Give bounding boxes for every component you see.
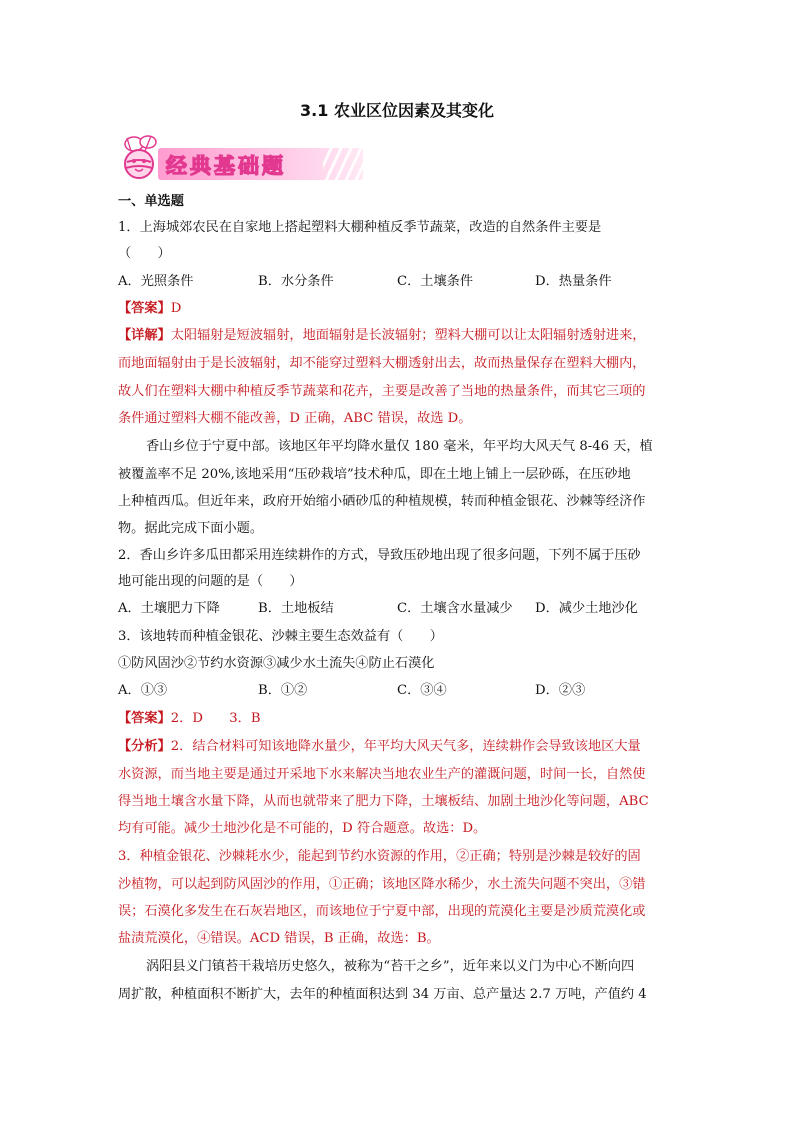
page-title: 3.1 农业区位因素及其变化 xyxy=(300,101,494,120)
q3-option-c: C．③④ xyxy=(397,683,447,698)
question-1-stem: 1．上海城郊农民在自家地上搭起塑料大棚种植反季节蔬菜，改造的自然条件主要是 xyxy=(118,220,602,235)
material-2-line-1: 涡阳县义门镇苔干栽培历史悠久，被称为“苔干之乡”，近年来以义门为中心不断向四 xyxy=(146,959,635,974)
q2-option-c: C．土壤含水量减少 xyxy=(397,601,513,616)
question-3-items: ①防风固沙②节约水资源③减少水土流失④防止石漠化 xyxy=(118,656,435,671)
q3-option-b: B．①② xyxy=(258,683,308,698)
q1-answer xyxy=(118,300,181,318)
section-heading: 一、单选题 xyxy=(118,194,184,209)
material-1-line-2: 被覆盖率不足 20%,该地采用“压砂栽培”技术种瓜，即在土地上铺上一层砂砾，在压砂地 xyxy=(118,467,631,482)
q2-option-b: B．土地板结 xyxy=(258,601,334,616)
analysis-2-line-1: 【分析】2．结合材料可知该地降水量少，年平均大风天气多，连续耕作会导致该地区大量 xyxy=(118,739,641,754)
analysis-3-line-3: 误；石漠化多发生在石灰岩地区，而该地位于宁夏中部，出现的荒漠化主要是沙质荒漠化或 xyxy=(118,904,646,919)
question-2-stem-2: 地可能出现的问题的是（ ） xyxy=(118,574,303,589)
answer-value: D xyxy=(170,301,182,316)
section-banner xyxy=(118,132,373,184)
q23-answer xyxy=(118,710,261,728)
answer-value: 2．D 3．B xyxy=(170,711,261,726)
question-3-stem: 3．该地转而种植金银花、沙棘主要生态效益有（ ） xyxy=(118,629,443,644)
banner-stripes xyxy=(323,148,373,180)
analysis-2-line-2: 水资源，而当地主要是通过开采地下水来解决当地农业生产的灌溉问题，时间一长，自然使 xyxy=(118,767,646,782)
q1-detail-line-3: 故人们在塑料大棚中种植反季节蔬菜和花卉，主要是改善了当地的热量条件，而其它三项的 xyxy=(118,384,646,399)
analysis-3-line-2: 沙植物，可以起到防风固沙的作用，①正确；该地区降水稀少，水土流失问题不突出，③错 xyxy=(118,877,646,892)
q1-option-b: B．水分条件 xyxy=(258,274,334,289)
q1-detail-line-2: 而地面辐射由于是长波辐射，却不能穿过塑料大棚透射出去，故而热量保存在塑料大棚内， xyxy=(118,356,646,371)
question-2-stem-1: 2．香山乡许多瓜田都采用连续耕作的方式，导致压砂地出现了很多问题，下列不属于压砂 xyxy=(118,548,641,563)
material-1-line-1: 香山乡位于宁夏中部。该地区年平均降水量仅 180 毫米，年平均大风天气 8-46 天，植 xyxy=(146,439,653,454)
material-1-line-4: 物。据此完成下面小题。 xyxy=(118,521,264,536)
question-1-paren: （ ） xyxy=(118,246,171,261)
q1-detail-line-4: 条件通过塑料大棚不能改善，D 正确，ABC 错误，故选 D。 xyxy=(118,411,472,426)
answer-tag: 【答案】 xyxy=(118,711,171,726)
analysis-tag: 【分析】 xyxy=(118,739,171,754)
q1-option-c: C．土壤条件 xyxy=(397,274,474,289)
detail-tag: 【详解】 xyxy=(118,328,171,343)
q2-option-a: A．土壤肥力下降 xyxy=(118,601,220,616)
analysis-3-line-1: 3．种植金银花、沙棘耗水少，能起到节约水资源的作用，②正确；特别是沙棘是较好的固 xyxy=(118,849,641,864)
analysis-2-line-4: 均有可能。减少土地沙化是不可能的，D 符合题意。故选：D。 xyxy=(118,821,487,836)
q2-option-d: D．减少土地沙化 xyxy=(535,601,638,616)
q1-detail-line-1: 【详解】太阳辐射是短波辐射，地面辐射是长波辐射；塑料大棚可以让太阳辐射透射进来， xyxy=(118,328,646,343)
banner-title: 经典基础题 xyxy=(166,154,286,178)
analysis-3-line-4: 盐渍荒漠化，④错误。ACD 错误，B 正确，故选：B。 xyxy=(118,931,440,946)
q1-option-d: D．热量条件 xyxy=(535,274,612,289)
analysis-2-line-3: 得当地土壤含水量下降，从而也就带来了肥力下降，土壤板结、加剧土地沙化等问题，ABC xyxy=(118,794,649,809)
bee-icon xyxy=(118,132,164,184)
q3-option-d: D．②③ xyxy=(535,683,586,698)
material-1-line-3: 上种植西瓜。但近年来，政府开始缩小硒砂瓜的种植规模，转而种植金银花、沙棘等经济作 xyxy=(118,494,646,509)
q3-option-a: A．①③ xyxy=(118,683,168,698)
answer-tag: 【答案】 xyxy=(118,301,171,316)
q1-option-a: A．光照条件 xyxy=(118,274,194,289)
material-2-line-2: 周扩散，种植面积不断扩大，去年的种植面积达到 34 万亩、总产量达 2.7 万吨，产值约 4 xyxy=(118,987,647,1002)
